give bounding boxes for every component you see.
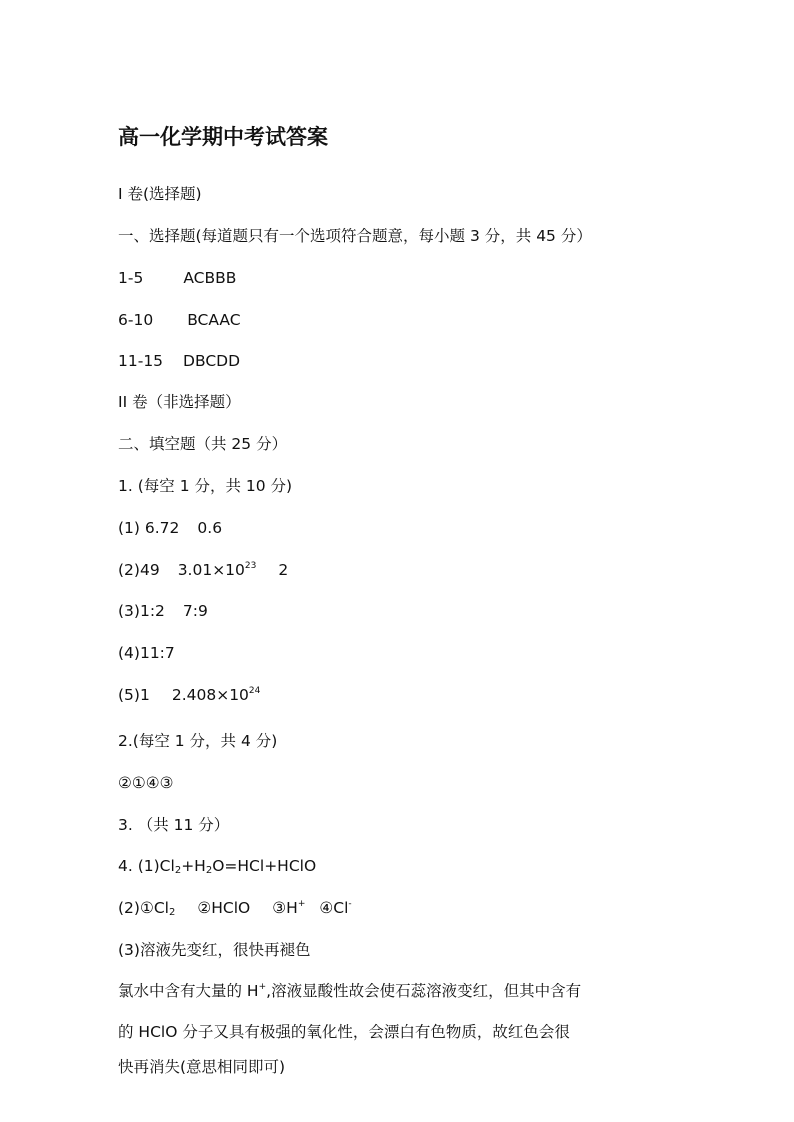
q1-part-4: (4)11:7 xyxy=(118,644,175,662)
mc-range: 6-10 xyxy=(118,311,154,329)
section-1-heading: I 卷(选择题) xyxy=(118,185,202,203)
explanation-line-1: 氯水中含有大量的 H+,溶液显酸性故会使石蕊溶液变红，但其中含有 xyxy=(118,982,582,1000)
explanation-line-3: 快再消失(意思相同即可) xyxy=(118,1058,286,1076)
mc-answers: DBCDD xyxy=(183,352,241,370)
question-2-header: 2.(每空 1 分，共 4 分) xyxy=(118,732,278,750)
mc-row xyxy=(118,268,236,288)
q1-part-2: (2)49 $3.01\times 10^{23}$ 2 xyxy=(118,561,289,579)
mc-answers: BCAAC xyxy=(187,311,241,329)
question-2-answer: ②①④③ xyxy=(118,774,174,792)
mc-row xyxy=(118,310,241,330)
q1-part-5: (5)1 $2.408\times 10^{24}$ xyxy=(118,686,261,704)
question-1-header: 1. (每空 1 分，共 10 分) xyxy=(118,477,293,495)
section-1-subheading: 一、选择题(每道题只有一个选项符合题意，每小题 3 分，共 45 分） xyxy=(118,227,592,245)
page-title: 高一化学期中考试答案 xyxy=(118,125,328,149)
q1-part-3: (3)1:2 7:9 xyxy=(118,602,208,620)
q1-part-1: (1) 6.72 0.6 xyxy=(118,519,223,537)
mc-range: 1-5 xyxy=(118,269,144,287)
question-3-header: 3. （共 11 分） xyxy=(118,816,230,834)
q4-part-1: 4. $(1)Cl_2+H_2O=HCl+HClO$ xyxy=(118,857,317,876)
mc-range: 11-15 xyxy=(118,352,164,370)
q4-part-3: (3)溶液先变红，很快再褪色 xyxy=(118,941,311,959)
mc-row xyxy=(118,351,240,371)
mc-answers: ACBBB xyxy=(183,269,237,287)
section-2-subheading: 二、填空题（共 25 分） xyxy=(118,435,288,453)
q4-part-2: $(2)①Cl_2$ ②HClO ③H+ ④Cl- xyxy=(118,899,352,918)
section-2-heading: II 卷（非选择题） xyxy=(118,393,241,411)
explanation-line-2: 的 HClO 分子又具有极强的氧化性，会漂白有色物质，故红色会很 xyxy=(118,1023,570,1041)
